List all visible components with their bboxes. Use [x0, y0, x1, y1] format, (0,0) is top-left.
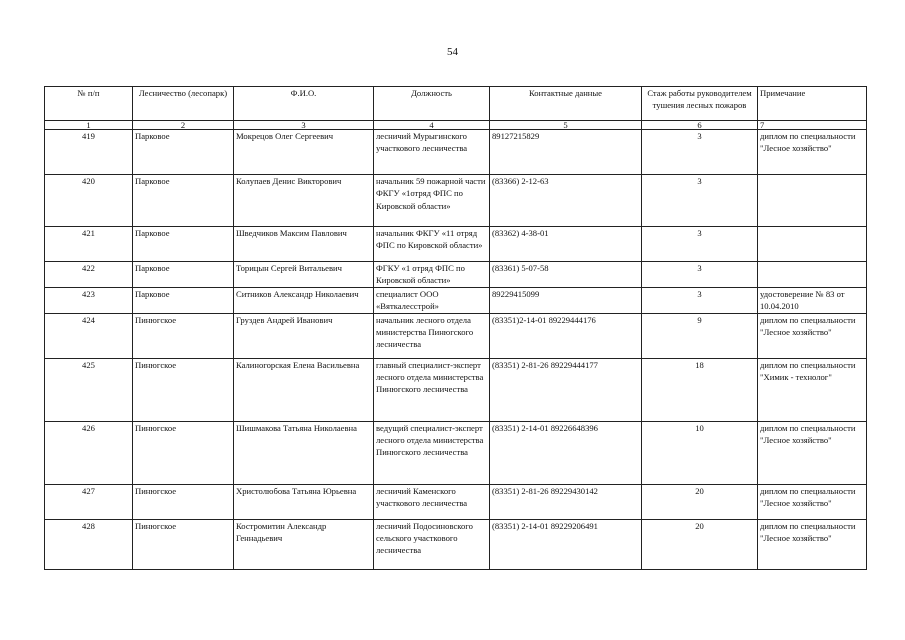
table-row: [45, 130, 867, 175]
forestry-cell: Парковое: [133, 287, 234, 313]
header-name: Ф.И.О.: [234, 87, 374, 121]
forestry-cell: Парковое: [133, 175, 234, 227]
header-position: Должность: [374, 87, 490, 121]
name-cell: Мокрецов Олег Сергеевич: [234, 130, 374, 175]
contacts-cell: (83351) 2-14-01 89226648396: [490, 421, 642, 484]
forestry-cell: Пинюгское: [133, 313, 234, 358]
row-number: 421: [45, 227, 133, 262]
name-cell: Калиногорская Елена Васильевна: [234, 358, 374, 421]
position-cell: ведущий специалист-эксперт лесного отдела министерства Пинюгского лесничества: [374, 421, 490, 484]
table-header-row: [45, 87, 867, 121]
experience-cell: 9: [642, 313, 758, 358]
column-number: 6: [642, 121, 758, 130]
row-number: 426: [45, 421, 133, 484]
column-number: 5: [490, 121, 642, 130]
row-number: 427: [45, 484, 133, 519]
forestry-cell: Парковое: [133, 227, 234, 262]
contacts-cell: (83351) 2-81-26 89229444177: [490, 358, 642, 421]
column-number: 7: [758, 121, 867, 130]
note-cell: диплом по специальности "Лесное хозяйство": [758, 519, 867, 569]
experience-cell: 10: [642, 421, 758, 484]
header-contacts: Контактные данные: [490, 87, 642, 121]
column-number: 2: [133, 121, 234, 130]
experience-cell: 3: [642, 287, 758, 313]
contacts-cell: (83366) 2-12-63: [490, 175, 642, 227]
forest-fire-leaders-table: [44, 86, 867, 570]
experience-cell: 3: [642, 175, 758, 227]
forestry-cell: Пинюгское: [133, 358, 234, 421]
position-cell: специалист ООО «Вяткалесстрой»: [374, 287, 490, 313]
table-row: [45, 313, 867, 358]
position-cell: главный специалист-эксперт лесного отдела министерства Пинюгского лесничества: [374, 358, 490, 421]
name-cell: Колупаев Денис Викторович: [234, 175, 374, 227]
name-cell: Ситников Александр Николаевич: [234, 287, 374, 313]
row-number: 422: [45, 262, 133, 288]
row-number: 419: [45, 130, 133, 175]
note-cell: [758, 227, 867, 262]
table-row: [45, 175, 867, 227]
note-cell: диплом по специальности "Лесное хозяйство": [758, 421, 867, 484]
note-cell: диплом по специальности "Лесное хозяйство": [758, 130, 867, 175]
table-row: [45, 262, 867, 288]
position-cell: лесничий Мурыгинского участкового лесничества: [374, 130, 490, 175]
contacts-cell: (83351)2-14-01 89229444176: [490, 313, 642, 358]
table-row: [45, 358, 867, 421]
contacts-cell: (83362) 4-38-01: [490, 227, 642, 262]
experience-cell: 18: [642, 358, 758, 421]
forestry-cell: Пинюгское: [133, 484, 234, 519]
header-no: № п/п: [45, 87, 133, 121]
forestry-cell: Пинюгское: [133, 421, 234, 484]
forestry-cell: Парковое: [133, 262, 234, 288]
name-cell: Груздев Андрей Иванович: [234, 313, 374, 358]
column-number: 3: [234, 121, 374, 130]
contacts-cell: (83351) 2-14-01 89229206491: [490, 519, 642, 569]
position-cell: начальник 59 пожарной части ФКГУ «1отряд ФПС по Кировской области»: [374, 175, 490, 227]
name-cell: Шишмакова Татьяна Николаевна: [234, 421, 374, 484]
header-experience: Стаж работы руководителем тушения лесных пожаров: [642, 87, 758, 121]
column-number-row: [45, 121, 867, 130]
contacts-cell: 89127215829: [490, 130, 642, 175]
position-cell: лесничий Каменского участкового лесничества: [374, 484, 490, 519]
contacts-cell: (83361) 5-07-58: [490, 262, 642, 288]
experience-cell: 20: [642, 519, 758, 569]
note-cell: диплом по специальности "Лесное хозяйство": [758, 484, 867, 519]
row-number: 423: [45, 287, 133, 313]
note-cell: удостоверение № 83 от 10.04.2010: [758, 287, 867, 313]
column-number: 1: [45, 121, 133, 130]
row-number: 424: [45, 313, 133, 358]
table-row: [45, 484, 867, 519]
forestry-cell: Пинюгское: [133, 519, 234, 569]
row-number: 425: [45, 358, 133, 421]
name-cell: Христолюбова Татьяна Юрьевна: [234, 484, 374, 519]
forestry-cell: Парковое: [133, 130, 234, 175]
table-row: [45, 519, 867, 569]
experience-cell: 3: [642, 227, 758, 262]
position-cell: начальник ФКГУ «11 отряд ФПС по Кировской области»: [374, 227, 490, 262]
table-row: [45, 287, 867, 313]
contacts-cell: 89229415099: [490, 287, 642, 313]
experience-cell: 3: [642, 262, 758, 288]
header-note: Примечание: [758, 87, 867, 121]
note-cell: [758, 175, 867, 227]
position-cell: начальник лесного отдела министерства Пинюгского лесничества: [374, 313, 490, 358]
experience-cell: 3: [642, 130, 758, 175]
name-cell: Шведчиков Максим Павлович: [234, 227, 374, 262]
name-cell: Костромитин Александр Геннадьевич: [234, 519, 374, 569]
note-cell: диплом по специальности "Лесное хозяйство": [758, 313, 867, 358]
name-cell: Торицын Сергей Витальевич: [234, 262, 374, 288]
table-row: [45, 227, 867, 262]
note-cell: диплом по специальности "Химик - технолог": [758, 358, 867, 421]
header-forestry: Лесничество (лесопарк): [133, 87, 234, 121]
contacts-cell: (83351) 2-81-26 89229430142: [490, 484, 642, 519]
position-cell: ФГКУ «1 отряд ФПС по Кировской области»: [374, 262, 490, 288]
experience-cell: 20: [642, 484, 758, 519]
note-cell: [758, 262, 867, 288]
table-row: [45, 421, 867, 484]
row-number: 428: [45, 519, 133, 569]
position-cell: лесничий Подосиновского сельского участкового лесничества: [374, 519, 490, 569]
row-number: 420: [45, 175, 133, 227]
column-number: 4: [374, 121, 490, 130]
page-number: 54: [447, 46, 458, 58]
